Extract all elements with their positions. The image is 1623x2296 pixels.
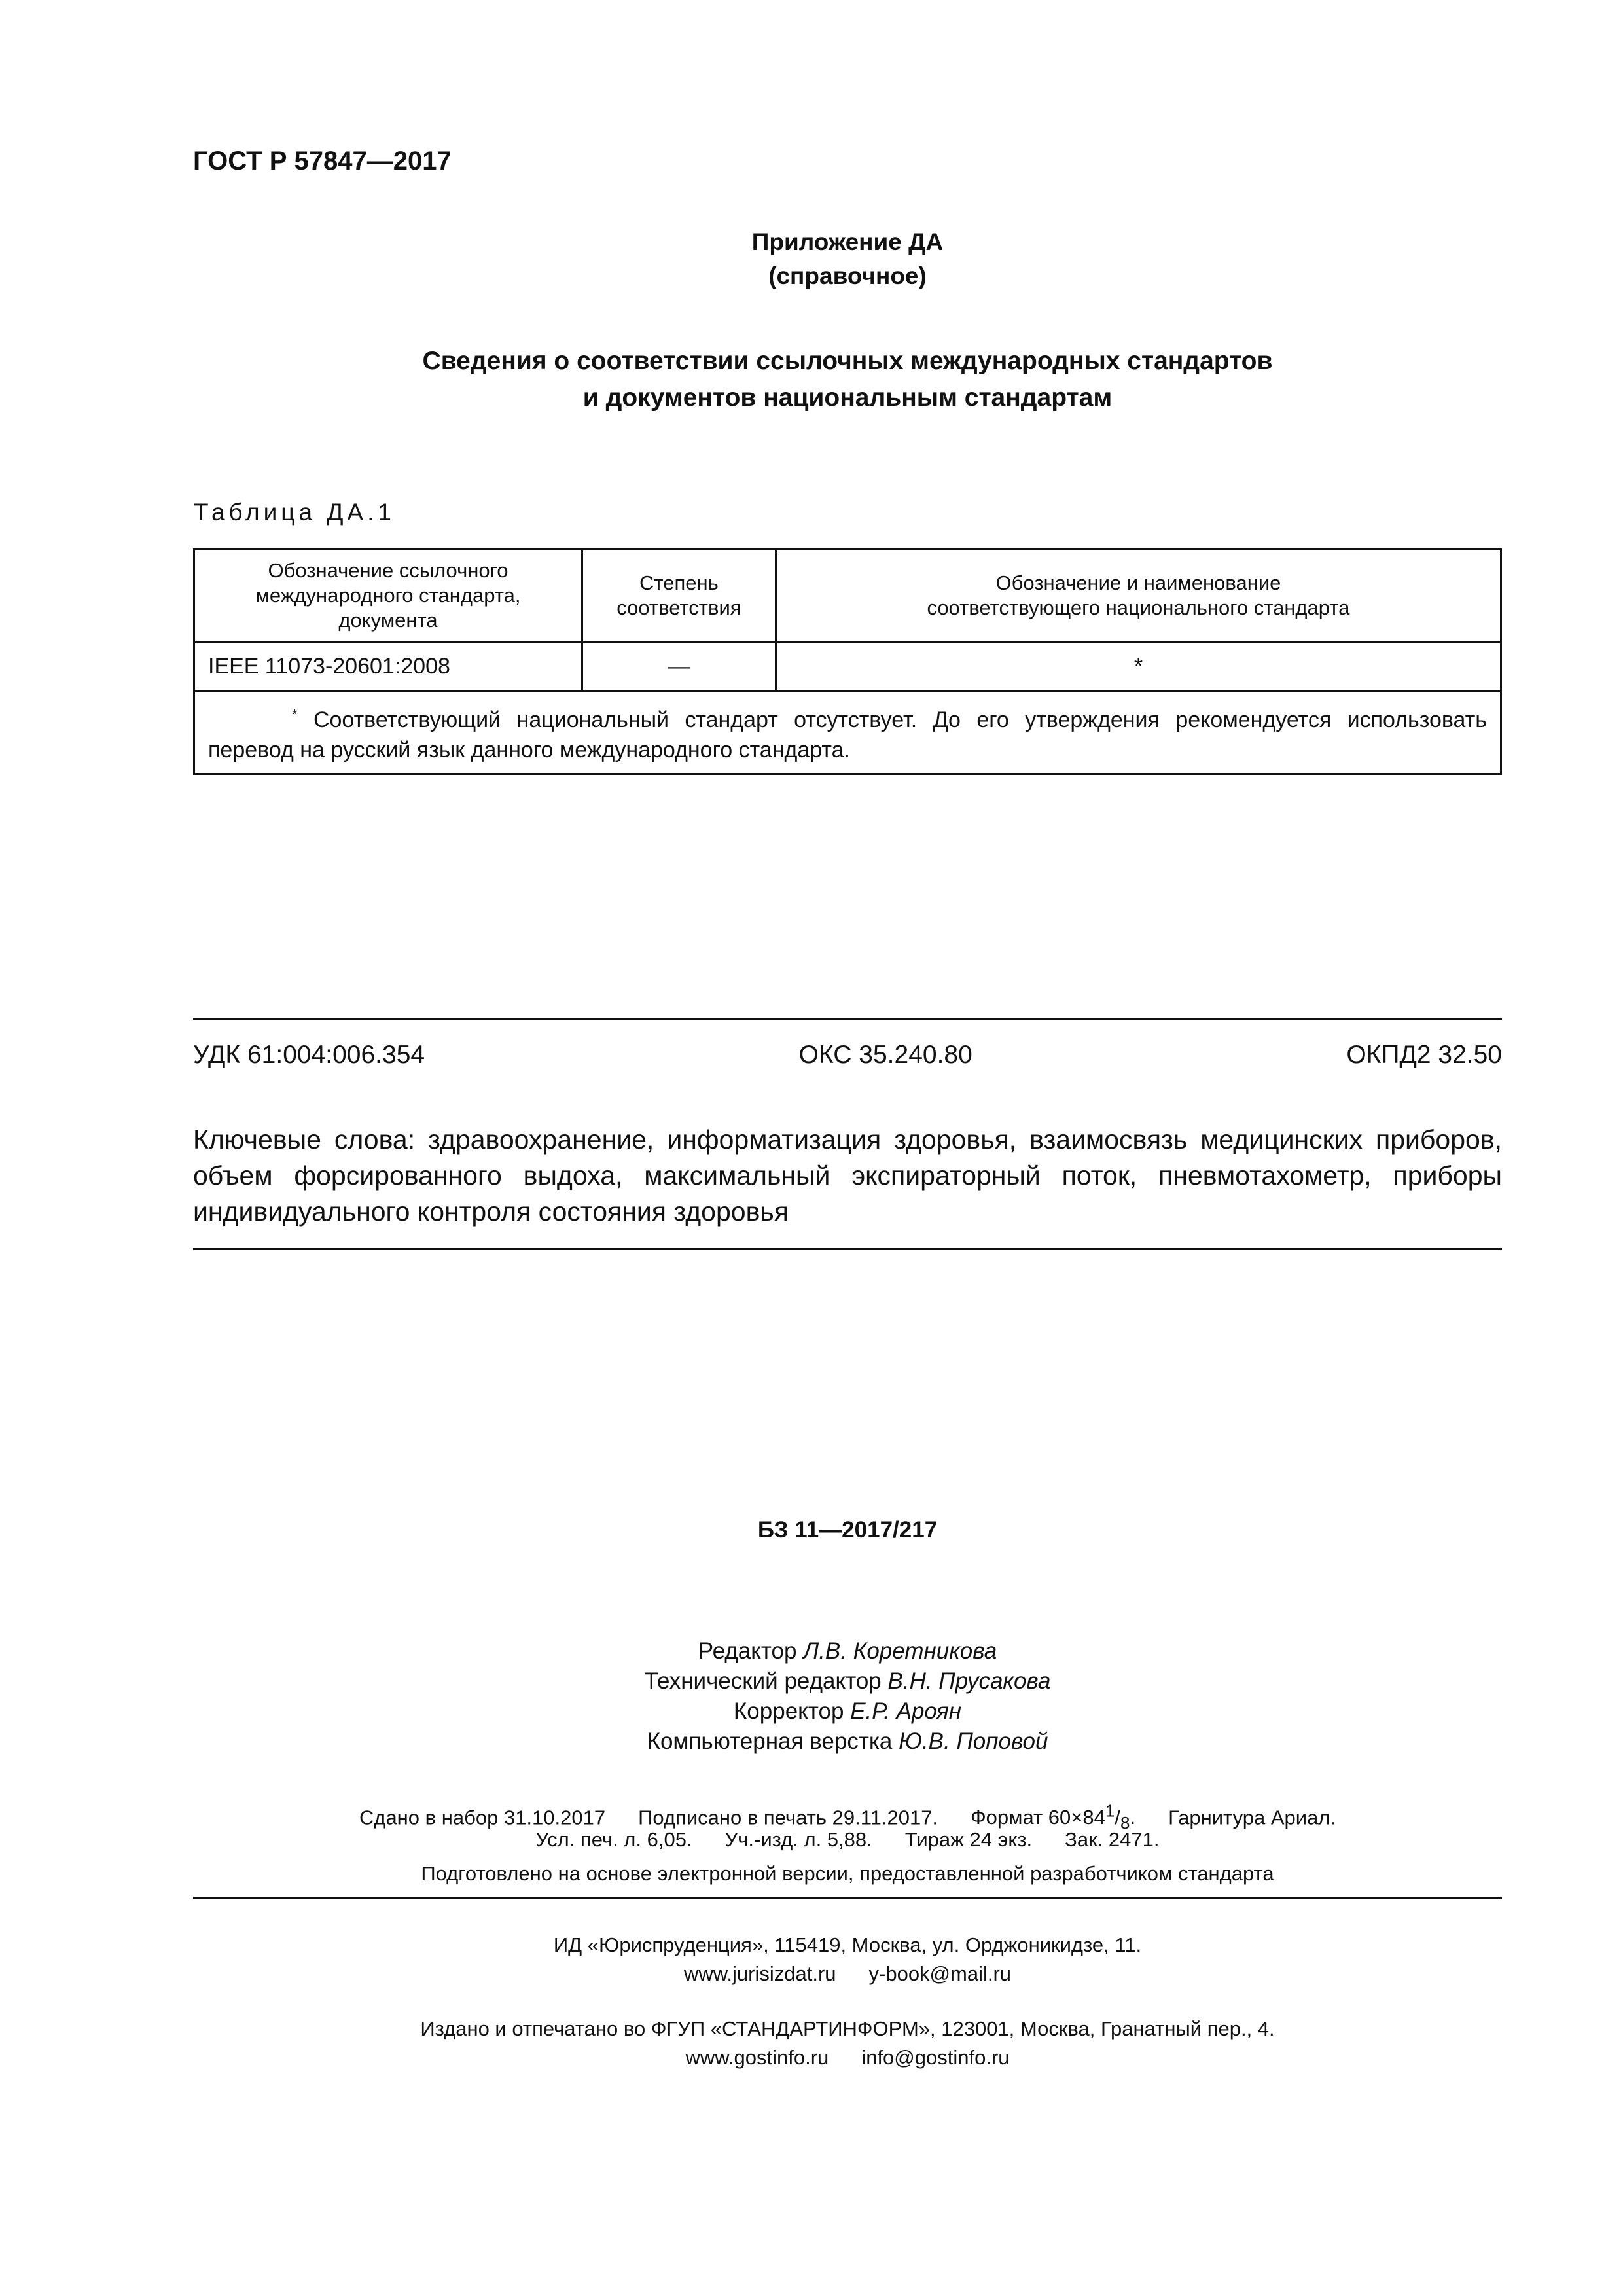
classification-codes: [193, 1041, 1502, 1069]
editor-name: В.Н. Прусакова: [887, 1668, 1051, 1694]
footnote-text: Соответствующий национальный стандарт отсутствует. До его утверждения рекомендуется использовать перевод на русский язык данного международного стандарта.: [208, 708, 1487, 762]
document-code: ГОСТ Р 57847—2017: [193, 147, 452, 175]
editors-list: [193, 1636, 1502, 1757]
pub-sheets: Уч.-изд. л. 5,88.: [724, 1828, 872, 1851]
print-stats-line: [193, 1825, 1502, 1854]
column-header-degree: Степень соответствия: [582, 550, 776, 642]
cell-national: *: [776, 642, 1501, 691]
editor-role: Корректор: [733, 1698, 844, 1724]
column-header-reference: Обозначение ссылочного международного стандарта, документа: [194, 550, 582, 642]
footnote-mark: *: [292, 706, 298, 723]
order-number: Зак. 2471.: [1065, 1828, 1160, 1851]
typeface: Гарнитура Ариал.: [1168, 1806, 1336, 1829]
editor-name: Е.Р. Ароян: [850, 1698, 962, 1724]
circulation: Тираж 24 экз.: [904, 1828, 1033, 1851]
divider-imprint: [193, 1897, 1502, 1899]
section-title-line-2: и документов национальным стандартам: [582, 384, 1113, 412]
printer-site-link[interactable]: www.gostinfo.ru: [685, 2046, 829, 2069]
reference-standards-table: [193, 548, 1502, 775]
editor-role: Технический редактор: [644, 1668, 882, 1694]
print-sheets: Усл. печ. л. 6,05.: [535, 1828, 692, 1851]
table-footnote: [194, 691, 1501, 774]
editor-line: [193, 1636, 1502, 1666]
divider-keywords: [193, 1248, 1502, 1250]
editor-role: Редактор: [698, 1638, 797, 1664]
typeset-date: Сдано в набор 31.10.2017: [359, 1806, 606, 1829]
publisher-site-link[interactable]: www.jurisizdat.ru: [683, 1962, 836, 1985]
cell-degree: —: [582, 642, 776, 691]
cell-reference: IEEE 11073-20601:2008: [194, 642, 582, 691]
appendix-title: Приложение ДА: [751, 228, 944, 255]
table-footnote-row: [194, 691, 1501, 774]
section-title-line-1: Сведения о соответствии ссылочных международных стандартов: [422, 347, 1273, 375]
table-row: [194, 642, 1501, 691]
publisher-email-link[interactable]: y-book@mail.ru: [868, 1962, 1012, 1985]
editor-name: Ю.В. Поповой: [899, 1729, 1048, 1754]
publisher-address: ИД «Юриспруденция», 115419, Москва, ул. Орджоникидзе, 11.: [553, 1933, 1142, 1956]
printer-contacts: [193, 2043, 1502, 2072]
printer-address: Издано и отпечатано во ФГУП «СТАНДАРТИНФОРМ», 123001, Москва, Гранатный пер., 4.: [420, 2017, 1275, 2040]
publisher-contacts: [193, 1960, 1502, 1988]
editor-line: [193, 1666, 1502, 1696]
prepared-note: Подготовлено на основе электронной версии, предоставленной разработчиком стандарта: [421, 1862, 1274, 1885]
appendix-kind: (справочное): [768, 262, 927, 289]
table-header-row: [194, 550, 1501, 642]
format: Формат $60\times 84^1/_8$.: [971, 1801, 1136, 1833]
oks-code: ОКС 35.240.80: [798, 1041, 972, 1069]
section-title: [193, 343, 1502, 416]
bz-number: БЗ 11—2017/217: [757, 1517, 938, 1543]
udk-code: УДК 61:004:006.354: [193, 1041, 425, 1069]
okpd-code: ОКПД2 32.50: [1346, 1041, 1502, 1069]
editor-line: [193, 1696, 1502, 1727]
divider-top: [193, 1018, 1502, 1020]
editor-name: Л.В. Коретникова: [803, 1638, 997, 1664]
editor-role: Компьютерная верстка: [647, 1729, 893, 1754]
column-header-national: Обозначение и наименование соответствующего национального стандарта: [776, 550, 1501, 642]
editor-line: [193, 1727, 1502, 1757]
keywords: Ключевые слова: здравоохранение, информатизация здоровья, взаимосвязь медицинских приборов, объем форсированного выдоха, максимальный экспираторный поток, пневмотахометр, приборы индивидуального контроля состояния здоровья: [193, 1124, 1502, 1227]
printer-email-link[interactable]: info@gostinfo.ru: [861, 2046, 1010, 2069]
signed-date: Подписано в печать 29.11.2017.: [638, 1806, 938, 1829]
table-caption: Таблица ДА.1: [194, 499, 395, 526]
